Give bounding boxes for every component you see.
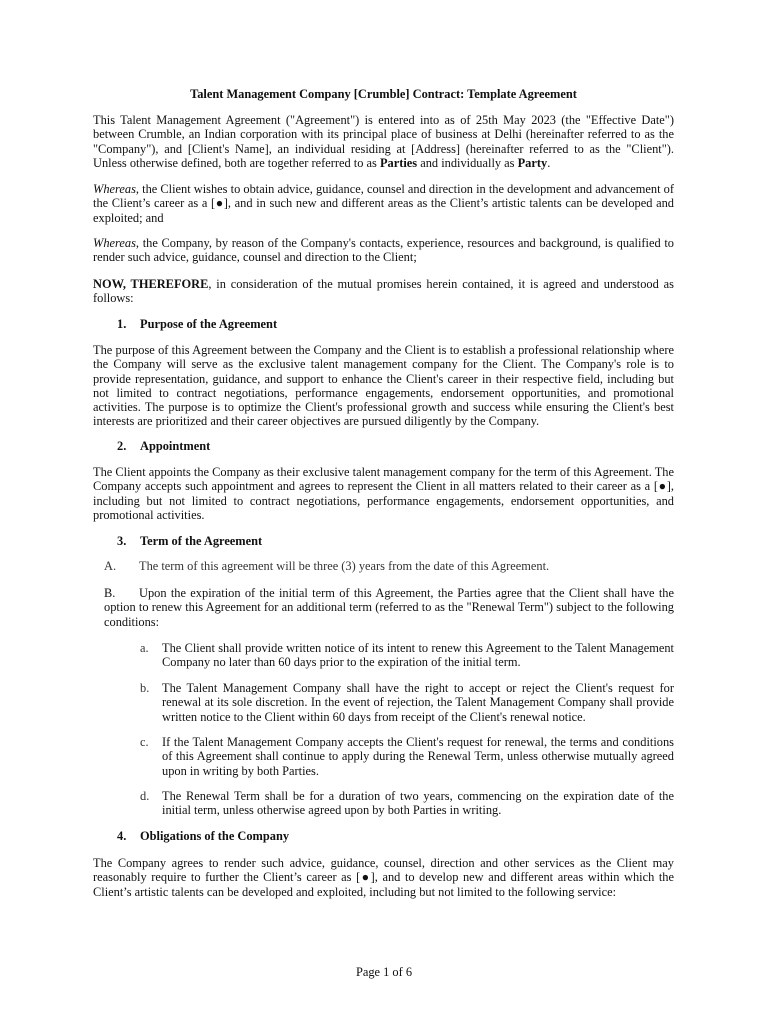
section-1-heading: 1. Purpose of the Agreement — [117, 317, 278, 331]
section-4-heading: 4. Obligations of the Company — [117, 829, 290, 843]
section-2-body: The Client appoints the Company as their exclusive talent management company for the term of this Agreement. The Company accepts such appointment and agrees to represent the Client in all matters related to their career as a [●], including but not limited to contract negotiations, performance engagements, endorsement opportunities, and promotional activities. — [93, 465, 674, 522]
document-title: Talent Management Company [Crumble] Contract: Template Agreement — [190, 87, 577, 101]
whereas-paragraph-1: Whereas, the Client wishes to obtain advice, guidance, counsel and direction in the development and advancement of the Client’s career as a [●], and in such new and different areas as the Client’s artistic talents can be developed and exploited; and — [93, 182, 674, 225]
party-term: Party — [517, 155, 548, 170]
section-4-body: The Company agrees to render such advice, guidance, counsel, direction and other services as the Client may reasonably require to further the Client’s career as [●], and to develop new and different areas within which the Client’s artistic talents can be developed and exploited, including but not limited to the following service: — [93, 856, 674, 899]
term-clause-a: A. The term of this agreement will be three (3) years from the date of this Agreement. — [104, 559, 550, 573]
renewal-condition-b: b. The Talent Management Company shall have the right to accept or reject the Client's request for renewal at its sole discretion. In the event of rejection, the Talent Management Company shall provide written notice to the Client within 60 days from receipt of the Client's renewal notice. — [140, 681, 674, 724]
section-3-heading: 3. Term of the Agreement — [117, 534, 263, 548]
whereas-paragraph-2: Whereas, the Company, by reason of the Company's contacts, experience, resources and background, is qualified to render such advice, guidance, counsel and direction to the Client; — [93, 236, 674, 265]
renewal-condition-d: d. The Renewal Term shall be for a duration of two years, commencing on the expiration date of the initial term, unless otherwise agreed upon by both Parties in writing. — [140, 789, 674, 818]
now-therefore-paragraph: NOW, THEREFORE, in consideration of the mutual promises herein contained, it is agreed and understood as follows: — [93, 277, 674, 306]
renewal-condition-a: a. The Client shall provide written notice of its intent to renew this Agreement to the Talent Management Company no later than 60 days prior to the expiration of the initial term. — [140, 641, 674, 670]
intro-paragraph: This Talent Management Agreement ("Agreement") is entered into as of 25th May 2023 (the "Effective Date") between Crumble, an Indian corporation with its principal place of business at Delhi (hereinafter referred to as the "Company"), and [Client's Name], an individual residing at [Address] (hereinafter referred to as the "Client"). Unless otherwise defined, both are together referred to as Parties and individually as Party. — [93, 113, 674, 170]
section-2-heading: 2. Appointment — [117, 439, 211, 453]
parties-term: Parties — [379, 155, 418, 170]
section-1-body: The purpose of this Agreement between the Company and the Client is to establish a professional relationship where the Company will serve as the exclusive talent management company for the Client. The Company's role is to provide representation, guidance, and support to enhance the Client's career in their respective field, including but not limited to contract negotiations, performance engagements, endorsement opportunities, and promotional activities. The purpose is to optimize the Client's professional growth and success while ensuring the Client's best interests are prioritized and their career objectives are pursued diligently by the Company. — [93, 343, 674, 429]
renewal-condition-c: c. If the Talent Management Company accepts the Client's request for renewal, the terms and conditions of this Agreement shall continue to apply during the Renewal Term, unless otherwise mutually agreed upon in writing by both Parties. — [140, 735, 674, 778]
term-clause-b: B. Upon the expiration of the initial term of this Agreement, the Parties agree that the Client shall have the option to renew this Agreement for an additional term (referred to as the "Renewal Term") subject to the following conditions: — [104, 586, 674, 629]
page-number: Page 1 of 6 — [355, 965, 413, 979]
